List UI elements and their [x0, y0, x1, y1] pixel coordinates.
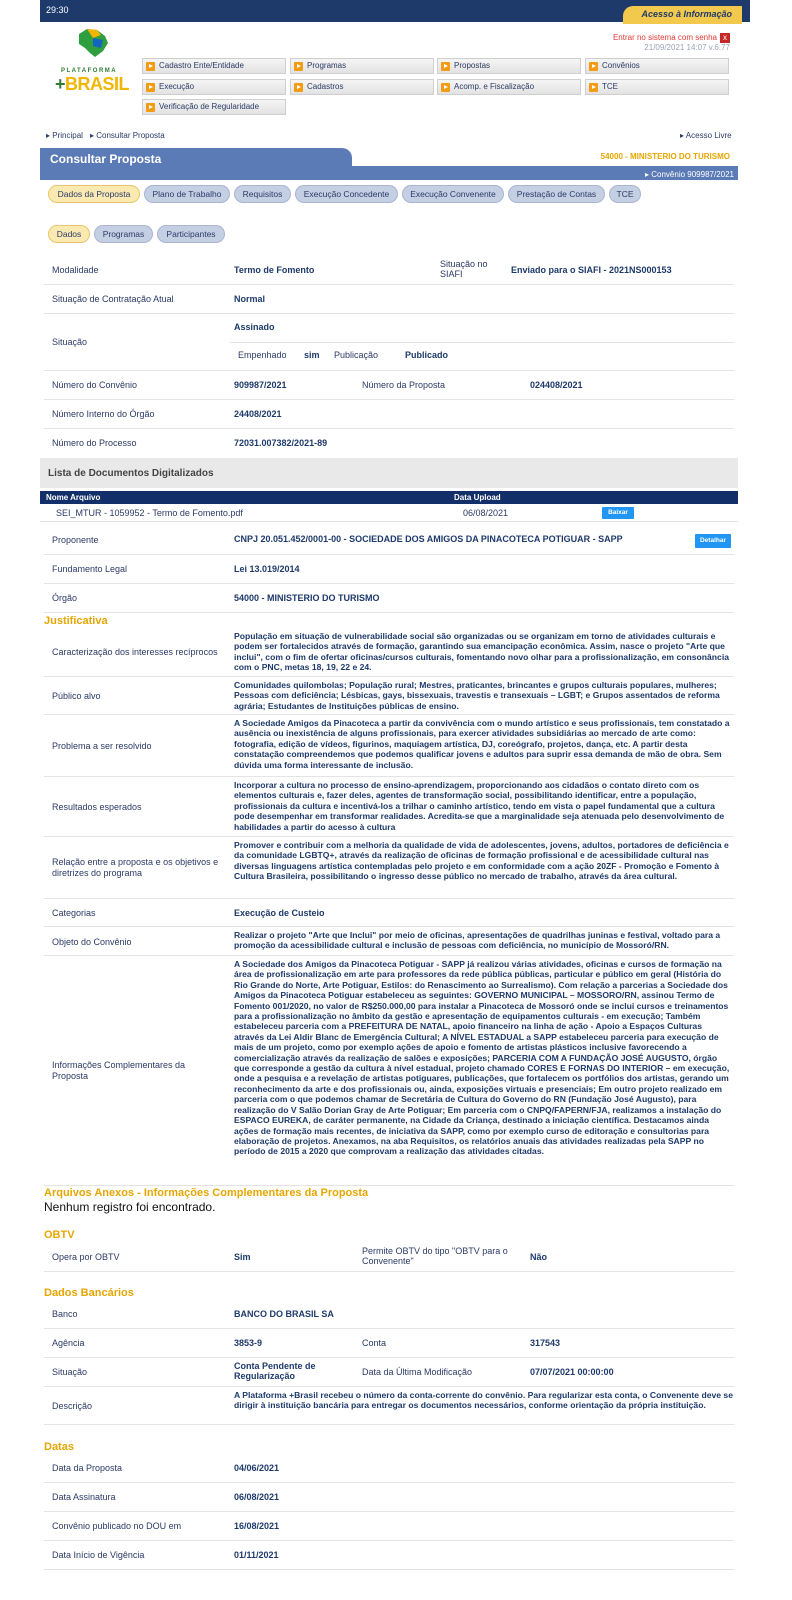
value-permite-obtv: Não: [530, 1252, 548, 1262]
value-data-assinatura: 06/08/2021: [234, 1492, 280, 1502]
label-conta: Conta: [362, 1338, 387, 1348]
tab-execucao-concedente[interactable]: Execução Concedente: [295, 185, 398, 203]
menu-cadastro-ente[interactable]: Cadastro Ente/Entidade: [142, 58, 286, 74]
label-opera-obtv: Opera por OBTV: [52, 1252, 120, 1262]
docs-section-title: Lista de Documentos Digitalizados: [40, 458, 738, 488]
value-conta: 317543: [530, 1338, 561, 1348]
arrow-bullet-icon: [441, 62, 450, 71]
label-objeto: Objeto do Convênio: [52, 937, 132, 947]
arrow-bullet-icon: [294, 62, 303, 71]
row-opera-obtv: [44, 1243, 734, 1272]
value-informacoes-complementares: A Sociedade dos Amigos da Pinacoteca Potiguar - SAPP já realizou várias atividades, oficinas e cursos de formação na área de profissionalização em arte para professores da rede pública públicas, particular e público em geral (História do Rio Grande do Norte, Arte Potiguar, Estilos: do Renascimento ao Surrealismo). Com relação a parcerias a Sociedade dos Amigos da Pinacoteca Potiguar estabeleceu as seguintes: GOVERNO MUNICIPAL – MOSSORO/RN, assinou Termo de Fomento 001/2020, no valor de R$250.000,00 para instalar a Pinacoteca de Mossoró onde se inclui cursos e treinamentos para a profissionalização no âmbito da gestão e apresentação de equipamentos culturais - em execução; Também estabeleceu parceria com a PREFEITURA DE NATAL, apoio financeiro na linha de ação - Apoio a Espaços Culturas através da Lei Aldir Blanc de Emergência Cultural; A NÍVEL ESTADUAL a SAPP estabeleceu parceria para execução de mais de um projeto, como por exemplo ações de apoio e fomento de artistas plásticos inclusive favorecendo a comercialização através da realização de salões e exposições; PARCERIA COM A FUNDAÇÃO JOSÉ AUGUSTO, órgão que corresponde a gestão da cultura à nível estadual, projeto chamado CORES E FORNAS DO INTERIOR – em execução, onde a pesquisa e a revelação de artistas potiguares, publicações, que fortalecem os portfólios dos artistas, gerando um reconhecimento da arte e dos profissionais ou, ainda, exposições virtuais e presenciais; Em outro projeto realizado em parceria com o que podemos chamar de Secretária de Cultura do Governo do RN (Fundação José Augusto), para realização do V Salão Dorian Gray de Arte Potiguar; Em parceria com o CNPQ/FAPERN/FJA, realizamos a instalação do ESPACO EUREKA, de caráter permanente, na Cidade da Criança, destinado a iniciação científica. Destacamos ainda ações de formação mais recentes, de iniciativa da SAPP, como por exemplo curso de editoração e consultorias para elaboração de projetos. Anexamos, na aba Requisitos, os relatórios anuais das atividades realizadas pela SAPP no período de 2015 a 2020 que comprovam a realização das atividades citadas.: [234, 959, 730, 1157]
label-orgao: Órgão: [52, 593, 78, 603]
label-situacao-contratacao: Situação de Contratação Atual: [52, 294, 174, 304]
subtab-programas[interactable]: Programas: [94, 225, 153, 243]
value-publicacao: Publicado: [405, 350, 449, 360]
empty-records-message: Nenhum registro foi encontrado.: [44, 1200, 216, 1214]
obtv-title: OBTV: [44, 1229, 75, 1241]
label-situacao-siafi: Situação no SIAFI: [440, 259, 488, 279]
arquivos-anexos-title: Arquivos Anexos - Informações Complementares da Proposta: [44, 1187, 369, 1199]
label-numero-processo: Número do Processo: [52, 438, 137, 448]
label-relacao: Relação entre a proposta e os objetivos e diretrizes do programa: [52, 857, 219, 878]
value-objeto: Realizar o projeto "Arte que Inclui" por meio de oficinas, apresentações de quadrilhas juninas e festival, voltado para a promoção da acessibilidade cultural e inclusão de pessoas com deficiência, no município de Mossoró/RN.: [234, 930, 721, 951]
value-fundamento-legal: Lei 13.019/2014: [234, 564, 300, 574]
title-bar: [40, 166, 738, 180]
label-descricao: Descrição: [52, 1401, 93, 1411]
value-numero-proposta: 024408/2021: [530, 380, 583, 390]
menu-cadastros[interactable]: Cadastros: [290, 79, 434, 95]
page-title: Consultar Proposta: [40, 148, 352, 168]
label-situacao-conta: Situação: [52, 1367, 88, 1377]
tab-plano-trabalho[interactable]: Plano de Trabalho: [144, 185, 230, 203]
value-banco: BANCO DO BRASIL SA: [234, 1309, 334, 1319]
label-proponente: Proponente: [52, 535, 99, 545]
situacao-divider: [230, 342, 734, 343]
row-data-proposta: [44, 1454, 734, 1483]
row-orgao: [44, 584, 734, 613]
value-descricao: A Plataforma +Brasil recebeu o número da conta-corrente do convênio. Para regularizar esta conta, o Convenente deve se dirigir à instituição bancária para entregar os documentos necessários, conforme orientação da própria instituição.: [234, 1390, 733, 1411]
label-situacao: Situação: [52, 337, 88, 347]
login-area: [613, 33, 730, 52]
row-agencia: [44, 1329, 734, 1358]
arrow-bullet-icon: [146, 62, 155, 71]
arrow-bullet-icon: [589, 83, 598, 92]
breadcrumb-consultar-proposta[interactable]: ▸ Consultar Proposta: [90, 131, 165, 140]
tab-requisitos[interactable]: Requisitos: [234, 185, 291, 203]
value-opera-obtv: Sim: [234, 1252, 251, 1262]
menu-acomp-fiscalizacao[interactable]: Acomp. e Fiscalização: [437, 79, 581, 95]
row-descricao: [44, 1387, 734, 1425]
value-caracterizacao: População em situação de vulnerabilidade social são organizadas ou se organizam em torno de atividades culturais e podem ser fortalecidos através de formação, garantindo sua emancipação econômica. Assim, nasce o projeto "Arte que inclui", com o fim de ofertar oficinas/cursos culturais, fomentando novo olhar para a profissionalização, em consonância com o PNC, metas 18, 19, 22 e 24.: [234, 631, 729, 673]
plataforma-brasil-logo[interactable]: [55, 26, 133, 96]
row-fundamento-legal: [44, 555, 734, 584]
label-problema: Problema a ser resolvido: [52, 741, 152, 751]
logo-brasil-text: +BRASIL: [55, 74, 130, 94]
label-caracterizacao: Caracterização dos interesses recíprocos: [52, 647, 218, 657]
status-time: 29:30: [46, 5, 69, 15]
logo-plataforma-text: PLATAFORMA: [61, 68, 118, 74]
value-modalidade: Termo de Fomento: [234, 265, 315, 275]
arrow-bullet-icon: [294, 83, 303, 92]
label-numero-interno: Número Interno do Órgão: [52, 409, 155, 419]
doc-upload-date: 06/08/2021: [463, 508, 509, 518]
acesso-livre-link[interactable]: ▸ Acesso Livre: [680, 131, 732, 140]
dados-bancarios-title: Dados Bancários: [44, 1287, 134, 1299]
label-banco: Banco: [52, 1309, 78, 1319]
label-publico-alvo: Público alvo: [52, 691, 101, 701]
label-agencia: Agência: [52, 1338, 85, 1348]
menu-propostas[interactable]: Propostas: [437, 58, 581, 74]
value-categorias: Execução de Custeio: [234, 908, 325, 918]
detalhar-button[interactable]: Detalhar: [695, 534, 731, 548]
row-publicado-dou: [44, 1512, 734, 1541]
close-icon[interactable]: x: [720, 33, 730, 43]
value-resultados: Incorporar a cultura no processo de ensino-aprendizagem, proporcionando aos cidadãos o contato direto com os elementos culturais e, fazer deles, agentes de transformação social, possibilitando identificar, entre a população, profissionais da cultura e incentivá-los a trilhar o caminho artístico, tendo em vista o papel fundamental que a cultura pode desempenhar em transformar realidades. Acredita-se que a marginalidade seja atenuada pelo desenvolvimento de habilidades a partir do acesso à cultura: [234, 780, 725, 832]
menu-verificacao-regularidade[interactable]: Verificação de Regularidade: [142, 99, 286, 115]
label-permite-obtv: Permite OBTV do tipo "OBTV para o Convenente": [362, 1246, 508, 1266]
subtab-dados[interactable]: Dados: [48, 225, 90, 243]
acesso-informacao-link[interactable]: Acesso à Informação: [623, 6, 742, 24]
row-relacao: [44, 837, 734, 899]
menu-tce[interactable]: TCE: [585, 79, 729, 95]
value-numero-convenio: 909987/2021: [234, 380, 287, 390]
row-caracterizacao: [44, 628, 734, 677]
row-situacao: [44, 314, 734, 371]
row-numero-processo: [44, 429, 734, 457]
value-numero-interno: 24408/2021: [234, 409, 282, 419]
system-date-version: 21/09/2021 14:07 v.6.77: [644, 43, 730, 52]
convenio-number-badge: ▸ Convênio 909987/2021: [645, 170, 734, 179]
value-publico-alvo: Comunidades quilombolas; População rural; Mestres, praticantes, brincantes e grupos culturais populares, mulheres; Pessoas com deficiência; Lésbicas, gays, bissexuais, travestis e transexuais – LGBT; e Grupos assentados de reforma agrária; Estudantes de Instituições públicas de ensino.: [234, 680, 720, 711]
arrow-bullet-icon: [589, 62, 598, 71]
row-objeto: [44, 927, 734, 956]
label-informacoes-complementares: Informações Complementares da Proposta: [52, 1060, 186, 1081]
row-informacoes-complementares: [44, 956, 734, 1186]
datas-title: Datas: [44, 1441, 74, 1453]
label-modalidade: Modalidade: [52, 265, 99, 275]
label-resultados: Resultados esperados: [52, 802, 142, 812]
row-numero-interno: [44, 400, 734, 429]
tab-execucao-convenente[interactable]: Execução Convenente: [402, 185, 504, 203]
baixar-button[interactable]: Baixar: [602, 507, 634, 519]
row-numero-convenio: [44, 371, 734, 400]
value-situacao-contratacao: Normal: [234, 294, 266, 304]
row-categorias: [44, 899, 734, 927]
subtab-participantes[interactable]: Participantes: [157, 225, 225, 243]
label-fundamento-legal: Fundamento Legal: [52, 564, 128, 574]
value-problema: A Sociedade Amigos da Pinacoteca a partir da convivência com o mundo artístico e seus profissionais, tem constatado a ausência ou inexistência de alguns profissionais, para exercer atividades subsidiárias ao mercado de arte como: fotografia, edição de vídeos, figurinos, maquiagem artística, DJ, coreógrafo, projetos, dança, etc. A partir desta constatação compreendemos que podemos qualificar jovens e adultos para suprir essa demanda de mão de obra. Sem dúvida uma forma interessante de inclusão.: [234, 718, 730, 770]
value-proponente: CNPJ 20.051.452/0001-00 - SOCIEDADE DOS AMIGOS DA PINACOTECA POTIGUAR - SAPP: [234, 534, 623, 544]
row-situacao-conta: [44, 1358, 734, 1387]
justificativa-title: Justificativa: [44, 615, 108, 627]
value-situacao-siafi: Enviado para o SIAFI - 2021NS000153: [511, 265, 672, 275]
row-situacao-contratacao: [44, 285, 734, 314]
tab-dados-proposta[interactable]: Dados da Proposta: [48, 185, 140, 203]
value-data-proposta: 04/06/2021: [234, 1463, 280, 1473]
row-publico-alvo: [44, 677, 734, 715]
col-data-upload: Data Upload: [454, 493, 501, 502]
docs-table-header: [40, 491, 738, 504]
breadcrumb-principal[interactable]: ▸ Principal: [46, 131, 83, 140]
tab-prestacao-contas[interactable]: Prestação de Contas: [508, 185, 605, 203]
arrow-bullet-icon: [146, 83, 155, 92]
row-data-assinatura: [44, 1483, 734, 1512]
value-relacao: Promover e contribuir com a melhoria da qualidade de vida de adolescentes, jovens, adultos, portadores de deficiência e da comunidade LGBTQ+, através da realização de oficinas de formação profissional e de acessibilidade cultural nas diversas linguagens artística contempladas pelo projeto e em conformidade com a ação 20ZF - Promoção e Fomento à Cultura Brasileira, possibilitando o ingresso desse público no mercado de trabalho, através da área cultural.: [234, 840, 729, 882]
label-publicacao: Publicação: [334, 350, 379, 360]
tab-tce[interactable]: TCE: [609, 185, 641, 203]
arrow-bullet-icon: [146, 103, 155, 112]
ministerio-label: 54000 - MINISTERIO DO TURISMO: [600, 152, 730, 161]
row-proponente: [44, 526, 734, 555]
label-empenhado: Empenhado: [238, 350, 287, 360]
table-row: [40, 504, 738, 522]
top-status-bar: [40, 0, 750, 22]
label-data-assinatura: Data Assinatura: [52, 1492, 116, 1502]
value-situacao-conta: Conta Pendente de Regularização: [234, 1361, 316, 1381]
value-ultima-modificacao: 07/07/2021 00:00:00: [530, 1367, 614, 1377]
row-modalidade: [44, 256, 734, 285]
value-situacao: Assinado: [234, 322, 275, 332]
row-problema: [44, 715, 734, 777]
value-numero-processo: 72031.007382/2021-89: [234, 438, 328, 448]
label-numero-proposta: Número da Proposta: [362, 380, 446, 390]
doc-filename: SEI_MTUR - 1059952 - Termo de Fomento.pdf: [56, 508, 243, 518]
label-numero-convenio: Número do Convênio: [52, 380, 138, 390]
arrow-bullet-icon: [441, 83, 450, 92]
row-inicio-vigencia: [44, 1541, 734, 1570]
value-agencia: 3853-9: [234, 1338, 263, 1348]
menu-programas[interactable]: Programas: [290, 58, 434, 74]
label-inicio-vigencia: Data Início de Vigência: [52, 1550, 145, 1560]
value-publicado-dou: 16/08/2021: [234, 1521, 280, 1531]
label-ultima-modificacao: Data da Última Modificação: [362, 1367, 473, 1377]
menu-execucao[interactable]: Execução: [142, 79, 286, 95]
row-banco: [44, 1300, 734, 1329]
label-data-proposta: Data da Proposta: [52, 1463, 123, 1473]
row-resultados: [44, 777, 734, 837]
menu-convenios[interactable]: Convênios: [585, 58, 729, 74]
label-publicado-dou: Convênio publicado no DOU em: [52, 1521, 182, 1531]
value-orgao: 54000 - MINISTERIO DO TURISMO: [234, 593, 380, 603]
col-nome-arquivo: Nome Arquivo: [46, 493, 101, 502]
value-empenhado: sim: [304, 350, 320, 360]
value-inicio-vigencia: 01/11/2021: [234, 1550, 279, 1560]
login-link[interactable]: Entrar no sistema com senha: [612, 33, 717, 42]
brazil-map-icon: [73, 26, 111, 60]
label-categorias: Categorias: [52, 908, 96, 918]
